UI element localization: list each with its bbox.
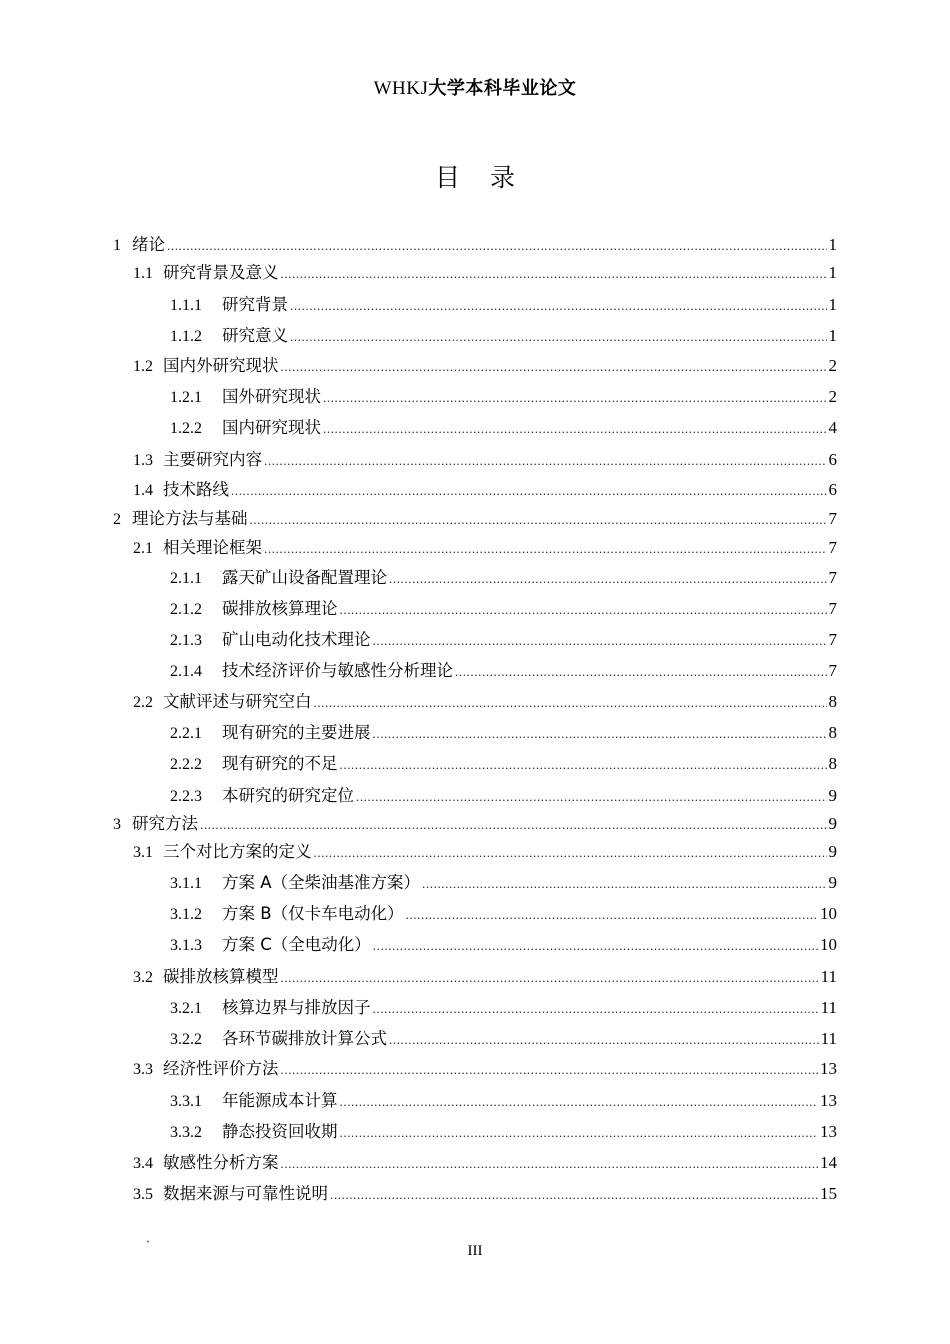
toc-entry[interactable] bbox=[133, 449, 837, 472]
toc-entry-label: 技术路线 bbox=[163, 480, 229, 499]
toc-entry-label: 理论方法与基础 bbox=[132, 509, 248, 528]
toc-leader-dots bbox=[167, 235, 827, 257]
toc-entry-label: 研究背景及意义 bbox=[163, 263, 279, 282]
toc-entry-number: 3.3 bbox=[133, 1061, 153, 1078]
toc-entry-label: 文献评述与研究空白 bbox=[163, 692, 312, 711]
toc-entry-number: 1 bbox=[113, 237, 121, 254]
toc-entry[interactable] bbox=[170, 660, 837, 683]
toc-entry-label: 主要研究内容 bbox=[163, 450, 262, 469]
toc-entry-number: 2.2.2 bbox=[170, 756, 202, 773]
toc-entry-page: 9 bbox=[828, 786, 837, 805]
toc-leader-dots bbox=[455, 661, 827, 683]
toc-entry[interactable] bbox=[170, 386, 837, 409]
toc-entry[interactable] bbox=[133, 479, 837, 502]
toc-entry-label: 年能源成本计算 bbox=[222, 1091, 338, 1110]
toc-entry-page: 7 bbox=[828, 538, 837, 557]
toc-entry-label: 碳排放核算理论 bbox=[222, 599, 338, 618]
header-latin: WHKJ bbox=[373, 78, 429, 99]
toc-entry-number: 2 bbox=[113, 511, 121, 528]
toc-leader-dots bbox=[389, 1029, 819, 1051]
toc-entry-number: 1.2 bbox=[133, 358, 153, 375]
toc-entry[interactable] bbox=[133, 355, 837, 378]
toc-entry-page: 13 bbox=[820, 1091, 837, 1110]
toc-leader-dots bbox=[422, 873, 826, 895]
toc-entry-number: 3.1.3 bbox=[170, 937, 202, 954]
toc-entry-label: 研究意义 bbox=[222, 326, 288, 345]
toc-entry-page: 6 bbox=[828, 480, 837, 499]
toc-entry-number: 2.1 bbox=[133, 540, 153, 557]
toc-entry-label: 研究方法 bbox=[132, 814, 198, 833]
toc-leader-dots bbox=[250, 509, 827, 531]
toc-entry-label: 碳排放核算模型 bbox=[163, 967, 279, 986]
toc-leader-dots bbox=[314, 692, 827, 714]
toc-entry-label: 方案 A（全柴油基准方案） bbox=[222, 873, 421, 892]
toc-entry-page: 1 bbox=[828, 263, 837, 282]
toc-entry-page: 2 bbox=[828, 356, 837, 375]
toc-entry-label: 方案 B（仅卡车电动化） bbox=[222, 904, 404, 923]
toc-entry-number: 3.2.1 bbox=[170, 1000, 202, 1017]
toc-entry-label: 敏感性分析方案 bbox=[163, 1153, 279, 1172]
toc-entry-number: 3.1 bbox=[133, 844, 153, 861]
toc-entry[interactable] bbox=[113, 234, 837, 257]
toc-leader-dots bbox=[340, 754, 827, 776]
toc-title: 目录 bbox=[434, 163, 545, 192]
toc-entry[interactable] bbox=[170, 785, 837, 808]
toc-entry-page: 9 bbox=[828, 842, 837, 861]
toc-entry-label: 静态投资回收期 bbox=[222, 1122, 338, 1141]
toc-entry-number: 3.2.2 bbox=[170, 1031, 202, 1048]
toc-leader-dots bbox=[264, 450, 827, 472]
toc-entry-page: 8 bbox=[828, 692, 837, 711]
toc-entry-page: 9 bbox=[828, 873, 837, 892]
toc-leader-dots bbox=[373, 935, 818, 957]
toc-entry[interactable] bbox=[170, 903, 837, 926]
toc-entry[interactable] bbox=[170, 753, 837, 776]
toc-entry-page: 7 bbox=[828, 568, 837, 587]
toc-entry-number: 3.1.1 bbox=[170, 875, 202, 892]
toc-leader-dots bbox=[231, 480, 827, 502]
toc-entry-number: 3.2 bbox=[133, 969, 153, 986]
toc-entry-label: 各环节碳排放计算公式 bbox=[222, 1029, 387, 1048]
toc-entry-label: 国内外研究现状 bbox=[163, 356, 279, 375]
toc-entry-number: 2.2 bbox=[133, 694, 153, 711]
toc-entry-number: 3.3.1 bbox=[170, 1093, 202, 1110]
toc-entry-number: 2.1.4 bbox=[170, 663, 202, 680]
toc-leader-dots bbox=[340, 1091, 819, 1113]
toc-entry[interactable] bbox=[170, 1028, 837, 1051]
toc-entry-page: 11 bbox=[820, 1029, 837, 1048]
toc-entry[interactable] bbox=[133, 691, 837, 714]
toc-entry-page: 10 bbox=[820, 904, 837, 923]
toc-entry-number: 1.2.1 bbox=[170, 389, 202, 406]
toc-entry-label: 现有研究的不足 bbox=[222, 754, 338, 773]
toc-entry-label: 研究背景 bbox=[222, 295, 288, 314]
toc-entry-label: 现有研究的主要进展 bbox=[222, 723, 371, 742]
toc-leader-dots bbox=[340, 1122, 819, 1144]
toc-entry-page: 13 bbox=[820, 1059, 837, 1078]
toc-entry-number: 1.4 bbox=[133, 482, 153, 499]
toc-entry-number: 3.3.2 bbox=[170, 1124, 202, 1141]
toc-entry[interactable] bbox=[113, 508, 837, 531]
toc-entry[interactable] bbox=[133, 1058, 837, 1081]
toc-entry[interactable] bbox=[170, 1121, 837, 1144]
toc-entry-label: 数据来源与可靠性说明 bbox=[163, 1184, 328, 1203]
toc-entry-page: 1 bbox=[828, 235, 837, 254]
toc-leader-dots bbox=[200, 814, 827, 836]
toc-entry-number: 1.2.2 bbox=[170, 420, 202, 437]
header-title: 大学本科毕业论文 bbox=[428, 78, 577, 99]
toc-entry-number: 2.2.3 bbox=[170, 788, 202, 805]
toc-entry-label: 国内研究现状 bbox=[222, 418, 321, 437]
toc-entry-page: 2 bbox=[828, 387, 837, 406]
toc-leader-dots bbox=[373, 723, 827, 745]
toc-entry-label: 本研究的研究定位 bbox=[222, 786, 354, 805]
toc-entry-number: 2.1.1 bbox=[170, 570, 202, 587]
toc-entry-label: 三个对比方案的定义 bbox=[163, 842, 312, 861]
toc-entry[interactable] bbox=[170, 997, 837, 1020]
toc-entry[interactable] bbox=[133, 262, 837, 285]
toc-leader-dots bbox=[281, 356, 827, 378]
toc-entry[interactable] bbox=[170, 325, 837, 348]
toc-entry[interactable] bbox=[170, 567, 837, 590]
toc-entry-page: 15 bbox=[820, 1184, 837, 1203]
toc-leader-dots bbox=[389, 568, 827, 590]
toc-entry-page: 7 bbox=[828, 509, 837, 528]
toc-entry-page: 14 bbox=[820, 1153, 837, 1172]
page-header bbox=[0, 74, 950, 100]
toc-leader-dots bbox=[323, 418, 827, 440]
toc-entry-number: 3.4 bbox=[133, 1155, 153, 1172]
toc-entry-page: 7 bbox=[828, 661, 837, 680]
toc-entry-label: 核算边界与排放因子 bbox=[222, 998, 371, 1017]
toc-leader-dots bbox=[264, 538, 827, 560]
toc-entry-page: 8 bbox=[828, 754, 837, 773]
toc-entry[interactable] bbox=[170, 598, 837, 621]
toc-leader-dots bbox=[373, 630, 827, 652]
toc-entry-label: 方案 C（全电动化） bbox=[222, 935, 371, 954]
toc-entry-page: 4 bbox=[828, 418, 837, 437]
toc-leader-dots bbox=[330, 1184, 818, 1206]
toc-entry[interactable] bbox=[133, 966, 837, 989]
toc-entry-number: 1.3 bbox=[133, 452, 153, 469]
toc-leader-dots bbox=[314, 842, 827, 864]
toc-entry-label: 矿山电动化技术理论 bbox=[222, 630, 371, 649]
toc-entry-page: 11 bbox=[820, 967, 837, 986]
toc-entry-label: 相关理论框架 bbox=[163, 538, 262, 557]
toc-leader-dots bbox=[290, 295, 827, 317]
toc-leader-dots bbox=[373, 998, 819, 1020]
toc-entry-page: 9 bbox=[828, 814, 837, 833]
toc-entry-label: 国外研究现状 bbox=[222, 387, 321, 406]
toc-entry-label: 经济性评价方法 bbox=[163, 1059, 279, 1078]
toc-leader-dots bbox=[340, 599, 827, 621]
toc-entry[interactable] bbox=[170, 417, 837, 440]
toc-entry-label: 绪论 bbox=[132, 235, 165, 254]
toc-entry-number: 1.1.2 bbox=[170, 328, 202, 345]
toc-leader-dots bbox=[281, 263, 827, 285]
toc-leader-dots bbox=[406, 904, 818, 926]
toc-entry[interactable] bbox=[113, 813, 837, 836]
toc-entry-number: 2.1.3 bbox=[170, 632, 202, 649]
toc-entry-number: 3.1.2 bbox=[170, 906, 202, 923]
toc-entry-number: 1.1 bbox=[133, 265, 153, 282]
toc-leader-dots bbox=[290, 326, 827, 348]
toc-entry-page: 6 bbox=[828, 450, 837, 469]
toc-entry-page: 7 bbox=[828, 599, 837, 618]
toc-entry-page: 1 bbox=[828, 295, 837, 314]
toc-entry-page: 13 bbox=[820, 1122, 837, 1141]
toc-leader-dots bbox=[356, 786, 827, 808]
toc-entry-number: 3.5 bbox=[133, 1186, 153, 1203]
toc-entry[interactable] bbox=[133, 841, 837, 864]
toc-leader-dots bbox=[281, 1153, 819, 1175]
toc-entry[interactable] bbox=[133, 1152, 837, 1175]
stray-mark: ` bbox=[146, 1238, 150, 1252]
toc-entry-page: 7 bbox=[828, 630, 837, 649]
page-number: III bbox=[467, 1243, 483, 1259]
toc-entry-number: 1.1.1 bbox=[170, 297, 202, 314]
toc-entry-page: 11 bbox=[820, 998, 837, 1017]
toc-leader-dots bbox=[281, 1059, 819, 1081]
toc-entry-label: 露天矿山设备配置理论 bbox=[222, 568, 387, 587]
toc-entry-page: 1 bbox=[828, 326, 837, 345]
toc-entry[interactable] bbox=[170, 722, 837, 745]
toc-entry[interactable] bbox=[170, 934, 837, 957]
toc-entry-label: 技术经济评价与敏感性分析理论 bbox=[222, 661, 453, 680]
toc-entry-page: 8 bbox=[828, 723, 837, 742]
toc-entry-number: 2.1.2 bbox=[170, 601, 202, 618]
toc-entry[interactable] bbox=[133, 537, 837, 560]
toc-entry[interactable] bbox=[133, 1183, 837, 1206]
toc-leader-dots bbox=[281, 967, 819, 989]
toc-entry[interactable] bbox=[170, 1090, 837, 1113]
toc-leader-dots bbox=[323, 387, 827, 409]
toc-entry-number: 3 bbox=[113, 816, 121, 833]
toc-entry[interactable] bbox=[170, 294, 837, 317]
toc-entry[interactable] bbox=[170, 872, 837, 895]
toc-entry[interactable] bbox=[170, 629, 837, 652]
toc-entry-page: 10 bbox=[820, 935, 837, 954]
toc-entry-number: 2.2.1 bbox=[170, 725, 202, 742]
